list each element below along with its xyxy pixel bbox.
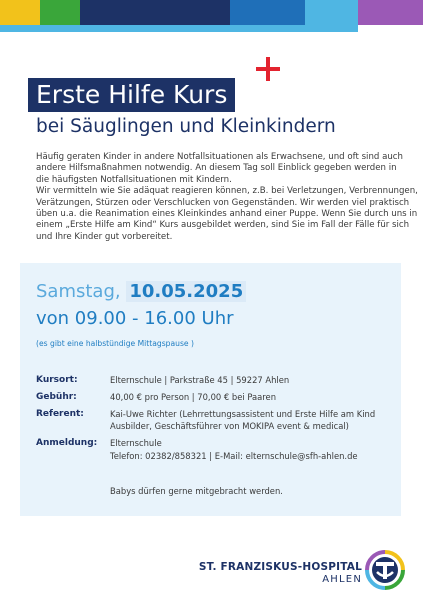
referent-value-2: Ausbilder, Geschäftsführer von MOKIPA event & medical) [110, 421, 349, 431]
title-line-2: bei Säuglingen und Kleinkindern [36, 116, 336, 137]
gebuehr-value: 40,00 € pro Person | 70,00 € bei Paaren [110, 392, 277, 402]
referent-value-1: Kai-Uwe Richter (Lehrrettungsassistent und Erste Hilfe am Kind [110, 409, 376, 419]
pause-note: (es gibt eine halbstündige Mittagspause ) [36, 339, 194, 348]
intro-line: üben u.a. die Reanimation eines Kleinkindes anhand einer Puppe. Wenn Sie durch uns in [36, 209, 418, 220]
weekday: Samstag, [36, 281, 121, 302]
baby-note: Babys dürfen gerne mitgebracht werden. [110, 486, 283, 496]
intro-line: einem „Erste Hilfe am Kind“ Kurs ausgebildet werden, sind Sie im Fall der Fälle für sich [36, 220, 410, 231]
gebuehr-label: Gebühr: [36, 392, 77, 402]
intro-line: andere Hilfsmaßnahmen notwendig. An diesem Tag soll Einblick gegeben werden in [36, 163, 397, 174]
referent-label: Referent: [36, 409, 84, 419]
anmeldung-value-2: Telefon: 02382/858321 | E-Mail: elternschule@sfh-ahlen.de [110, 451, 358, 461]
color-segment-green [40, 0, 80, 25]
kursort-label: Kursort: [36, 375, 78, 385]
color-segment-yellow [0, 0, 40, 25]
kursort-value: Elternschule | Parkstraße 45 | 59227 Ahlen [110, 375, 290, 385]
red-cross-icon [256, 57, 280, 81]
intro-line: Wir vermitteln wie Sie adäquat reagieren können, z.B. bei Verletzungen, Verbrennungen, [36, 186, 418, 197]
intro-line: die häufigsten Notfallsituationen mit Kindern. [36, 174, 232, 185]
anmeldung-label: Anmeldung: [36, 438, 98, 448]
top-color-bar [0, 0, 423, 25]
intro-text [36, 152, 418, 243]
intro-line: Häufig geraten Kinder in andere Notfallsituationen als Erwachsene, und oft sind auch [36, 152, 403, 162]
anmeldung-value-1: Elternschule [110, 438, 162, 448]
hospital-name: ST. FRANZISKUS-HOSPITAL [198, 561, 362, 573]
hospital-city: AHLEN [322, 574, 362, 585]
course-time: von 09.00 - 16.00 Uhr [36, 308, 234, 329]
hospital-logo-icon [365, 550, 405, 590]
top-accent-line [0, 25, 358, 32]
color-segment-purple [358, 0, 423, 25]
color-segment-blue [230, 0, 305, 25]
color-segment-light-blue [305, 0, 358, 25]
title-line-1: Erste Hilfe Kurs [28, 78, 235, 112]
intro-line: und Ihre Kinder gut vorbereitet. [36, 231, 173, 242]
color-segment-navy [80, 0, 230, 25]
intro-line: Verätzungen, Stürzen oder Verschlucken von Gegenständen. Wir werden viel praktisch [36, 197, 410, 208]
course-date: 10.05.2025 [126, 281, 246, 302]
date-line [36, 280, 246, 304]
